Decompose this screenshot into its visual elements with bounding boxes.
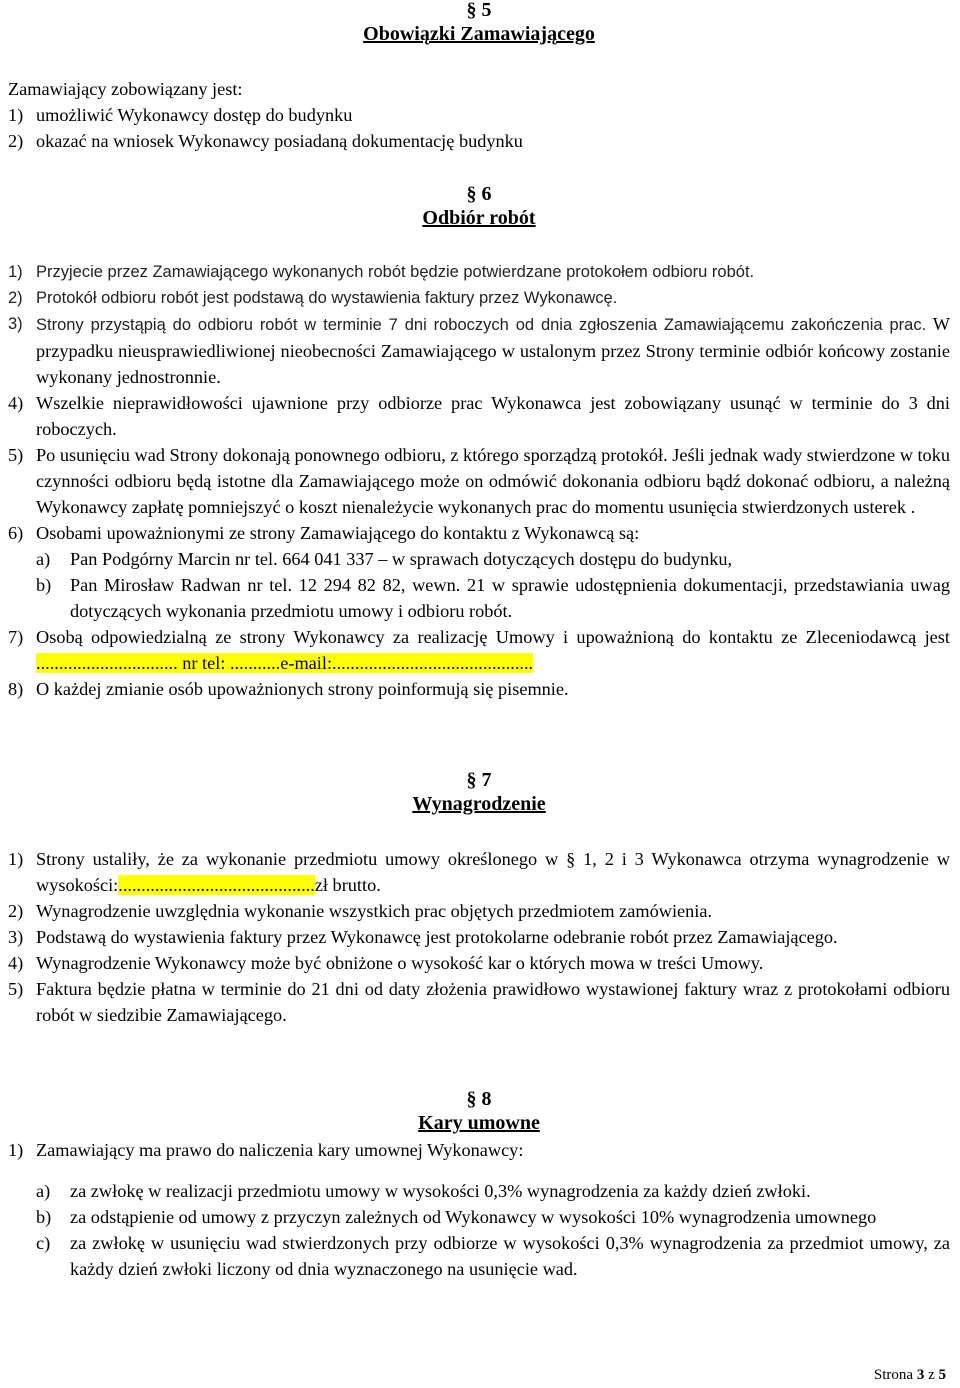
- section-number: § 7: [466, 769, 492, 791]
- item-number: 8): [8, 679, 24, 699]
- footer-page-total: 5: [938, 1367, 946, 1383]
- item-number: 3): [8, 927, 24, 947]
- sub-item-text: Pan Podgórny Marcin nr tel. 664 041 337 – w sprawach dotyczących dostępu do budynku,: [70, 549, 733, 569]
- footer-label: Strona: [873, 1367, 914, 1383]
- item-text: Faktura będzie płatna w terminie do 21 dni od daty złożenia prawidłowo wystawionej faktury wraz z protokołami odbioru robót w siedzibie Zamawiającego.: [36, 979, 950, 1025]
- item-number: 7): [8, 627, 24, 647]
- list-item: [8, 442, 950, 520]
- section-7-body: [8, 846, 950, 1028]
- sub-item-text: Pan Mirosław Radwan nr tel. 12 294 82 82, wewn. 21 w sprawie udostępnienia dokumentacji, przedstawiania uwag dotyczących wykonania przedmiotu umowy i odbioru robót.: [70, 575, 950, 621]
- list-item: [8, 128, 950, 154]
- list-item: [8, 846, 950, 898]
- sub-item-letter: b): [36, 1207, 52, 1227]
- item-text: Po usunięciu wad Strony dokonają ponownego odbioru, z którego sporządzą protokół.: [36, 445, 668, 465]
- section-5-body: [8, 76, 950, 154]
- list-item: [8, 676, 950, 702]
- footer-page-number: 3: [916, 1367, 925, 1383]
- item-text: Wszelkie nieprawidłowości ujawnione przy odbiorze prac Wykonawca jest zobowiązany usunąć w terminie do 3 dni roboczych.: [36, 393, 950, 439]
- intro-text: Zamawiający zobowiązany jest:: [8, 79, 243, 99]
- item-text: Zamawiający ma prawo do naliczenia kary umownej Wykonawcy:: [36, 1140, 524, 1160]
- item-text: Strony przystąpią do odbioru robót w terminie 7 dni roboczych od dnia zgłoszenia Zamawiającemu zakończenia prac.: [36, 316, 927, 334]
- item-text: Protokół odbioru robót jest podstawą do wystawienia faktury przez Wykonawcę.: [36, 289, 618, 307]
- section-title: Obowiązki Zamawiającego: [363, 23, 595, 45]
- section-number: § 6: [466, 183, 492, 205]
- sub-item-letter: a): [36, 549, 51, 569]
- item-text: Osobami upoważnionymi ze strony Zamawiającego do kontaktu z Wykonawcą są:: [36, 523, 640, 543]
- item-text: Strony ustaliły, że za wykonanie przedmiotu umowy określonego w § 1, 2 i 3 Wykonawca otrzyma wynagrodzenie w wysokości:: [36, 849, 950, 895]
- item-text-continued: Jeśli jednak wady stwierdzone w toku czynności odbioru będą istotne dla Zamawiającego może on odmówić dokonania odbioru bądź dokonać odbioru, a należną Wykonawcy zapłatę pomniejszyć o koszt nienależycie wykonanych prac do momentu usunięcia stwierdzonych usterek .: [36, 445, 950, 517]
- sub-item: [8, 546, 950, 572]
- amount-fill-field[interactable]: ...........................................: [118, 875, 315, 895]
- sub-item: [8, 1230, 950, 1282]
- item-text: Przyjecie przez Zamawiającego wykonanych robót będzie potwierdzane protokołem odbioru robót.: [36, 263, 755, 281]
- item-number: 6): [8, 523, 24, 543]
- item-number: 1): [8, 105, 24, 125]
- list-item: [8, 285, 950, 311]
- list-item: [8, 390, 950, 442]
- item-text: Osobą odpowiedzialną ze strony Wykonawcy za realizację Umowy i upoważnioną do kontaktu ze Zleceniodawcą jest: [36, 627, 950, 647]
- list-item: [8, 976, 950, 1028]
- list-item: [8, 1137, 950, 1163]
- list-item: [8, 950, 950, 976]
- item-number: 2): [8, 289, 23, 307]
- page-footer: [874, 1366, 946, 1384]
- item-text: Podstawą do wystawienia faktury przez Wykonawcę jest protokolarne odebranie robót przez Zamawiającego.: [36, 927, 838, 947]
- item-text-continued: zł brutto.: [314, 875, 381, 895]
- section-number: § 5: [466, 0, 492, 21]
- item-number: 5): [8, 445, 24, 465]
- sub-item-text: za odstąpienie od umowy z przyczyn zależnych od Wykonawcy w wysokości 10% wynagrodzenia umownego: [70, 1207, 877, 1227]
- contact-fill-field[interactable]: ............................... nr tel: ...........e-mail:............................................: [36, 653, 534, 673]
- section-number: § 8: [466, 1088, 492, 1110]
- sub-item: [8, 1178, 950, 1204]
- sub-item-text: za zwłokę w realizacji przedmiotu umowy w wysokości 0,3% wynagrodzenia za każdy dzień zwłoki.: [70, 1181, 811, 1201]
- section-8-subitems: [8, 1178, 950, 1282]
- item-text: Wynagrodzenie uwzględnia wykonanie wszystkich prac objętych przedmiotem zamówienia.: [36, 901, 713, 921]
- list-item: [8, 924, 950, 950]
- sub-item-letter: a): [36, 1181, 51, 1201]
- item-number: 2): [8, 901, 24, 921]
- list-item: [8, 898, 950, 924]
- item-number: 1): [8, 263, 23, 281]
- item-number: 4): [8, 393, 24, 413]
- section-8: [8, 1087, 950, 1135]
- sub-item-letter: c): [36, 1233, 51, 1253]
- list-item: [8, 259, 950, 285]
- item-number: 1): [8, 1140, 24, 1160]
- list-item: [8, 102, 950, 128]
- item-text: okazać na wniosek Wykonawcy posiadaną dokumentację budynku: [36, 131, 523, 151]
- item-text: umożliwić Wykonawcy dostęp do budynku: [36, 105, 353, 125]
- item-number: 1): [8, 849, 24, 869]
- section-8-body: [8, 1137, 950, 1163]
- section-title: Wynagrodzenie: [412, 793, 546, 815]
- footer-separator: z: [928, 1367, 935, 1383]
- item-number: 3): [8, 315, 23, 333]
- item-text: O każdej zmianie osób upoważnionych strony poinformują się pisemnie.: [36, 679, 569, 699]
- sub-item-text: za zwłokę w usunięciu wad stwierdzonych przy odbiorze w wysokości 0,3% wynagrodzenia za przedmiot umowy, za każdy dzień zwłoki liczony od dnia wyznaczonego na usunięcie wad.: [70, 1233, 950, 1279]
- item-number: 4): [8, 953, 24, 973]
- list-item: [8, 624, 950, 676]
- item-number: 2): [8, 131, 24, 151]
- list-item: [8, 311, 950, 390]
- sub-item-letter: b): [36, 575, 52, 595]
- section-5: [8, 0, 950, 46]
- section-6: [8, 182, 950, 230]
- section-title: Odbiór robót: [422, 207, 536, 229]
- item-number: 5): [8, 979, 24, 999]
- section-title: Kary umowne: [418, 1112, 540, 1134]
- list-item: [8, 520, 950, 546]
- section-7: [8, 768, 950, 816]
- sub-item: [8, 572, 950, 624]
- item-text-continued: W przypadku nieusprawiedliwionej nieobecności Zamawiającego w ustalonym przez Strony terminie odbiór końcowy zostanie wykonany jednostronnie.: [36, 314, 950, 387]
- section-6-body: [8, 259, 950, 702]
- sub-item: [8, 1204, 950, 1230]
- item-text: Wynagrodzenie Wykonawcy może być obniżone o wysokość kar o których mowa w treści Umowy.: [36, 953, 764, 973]
